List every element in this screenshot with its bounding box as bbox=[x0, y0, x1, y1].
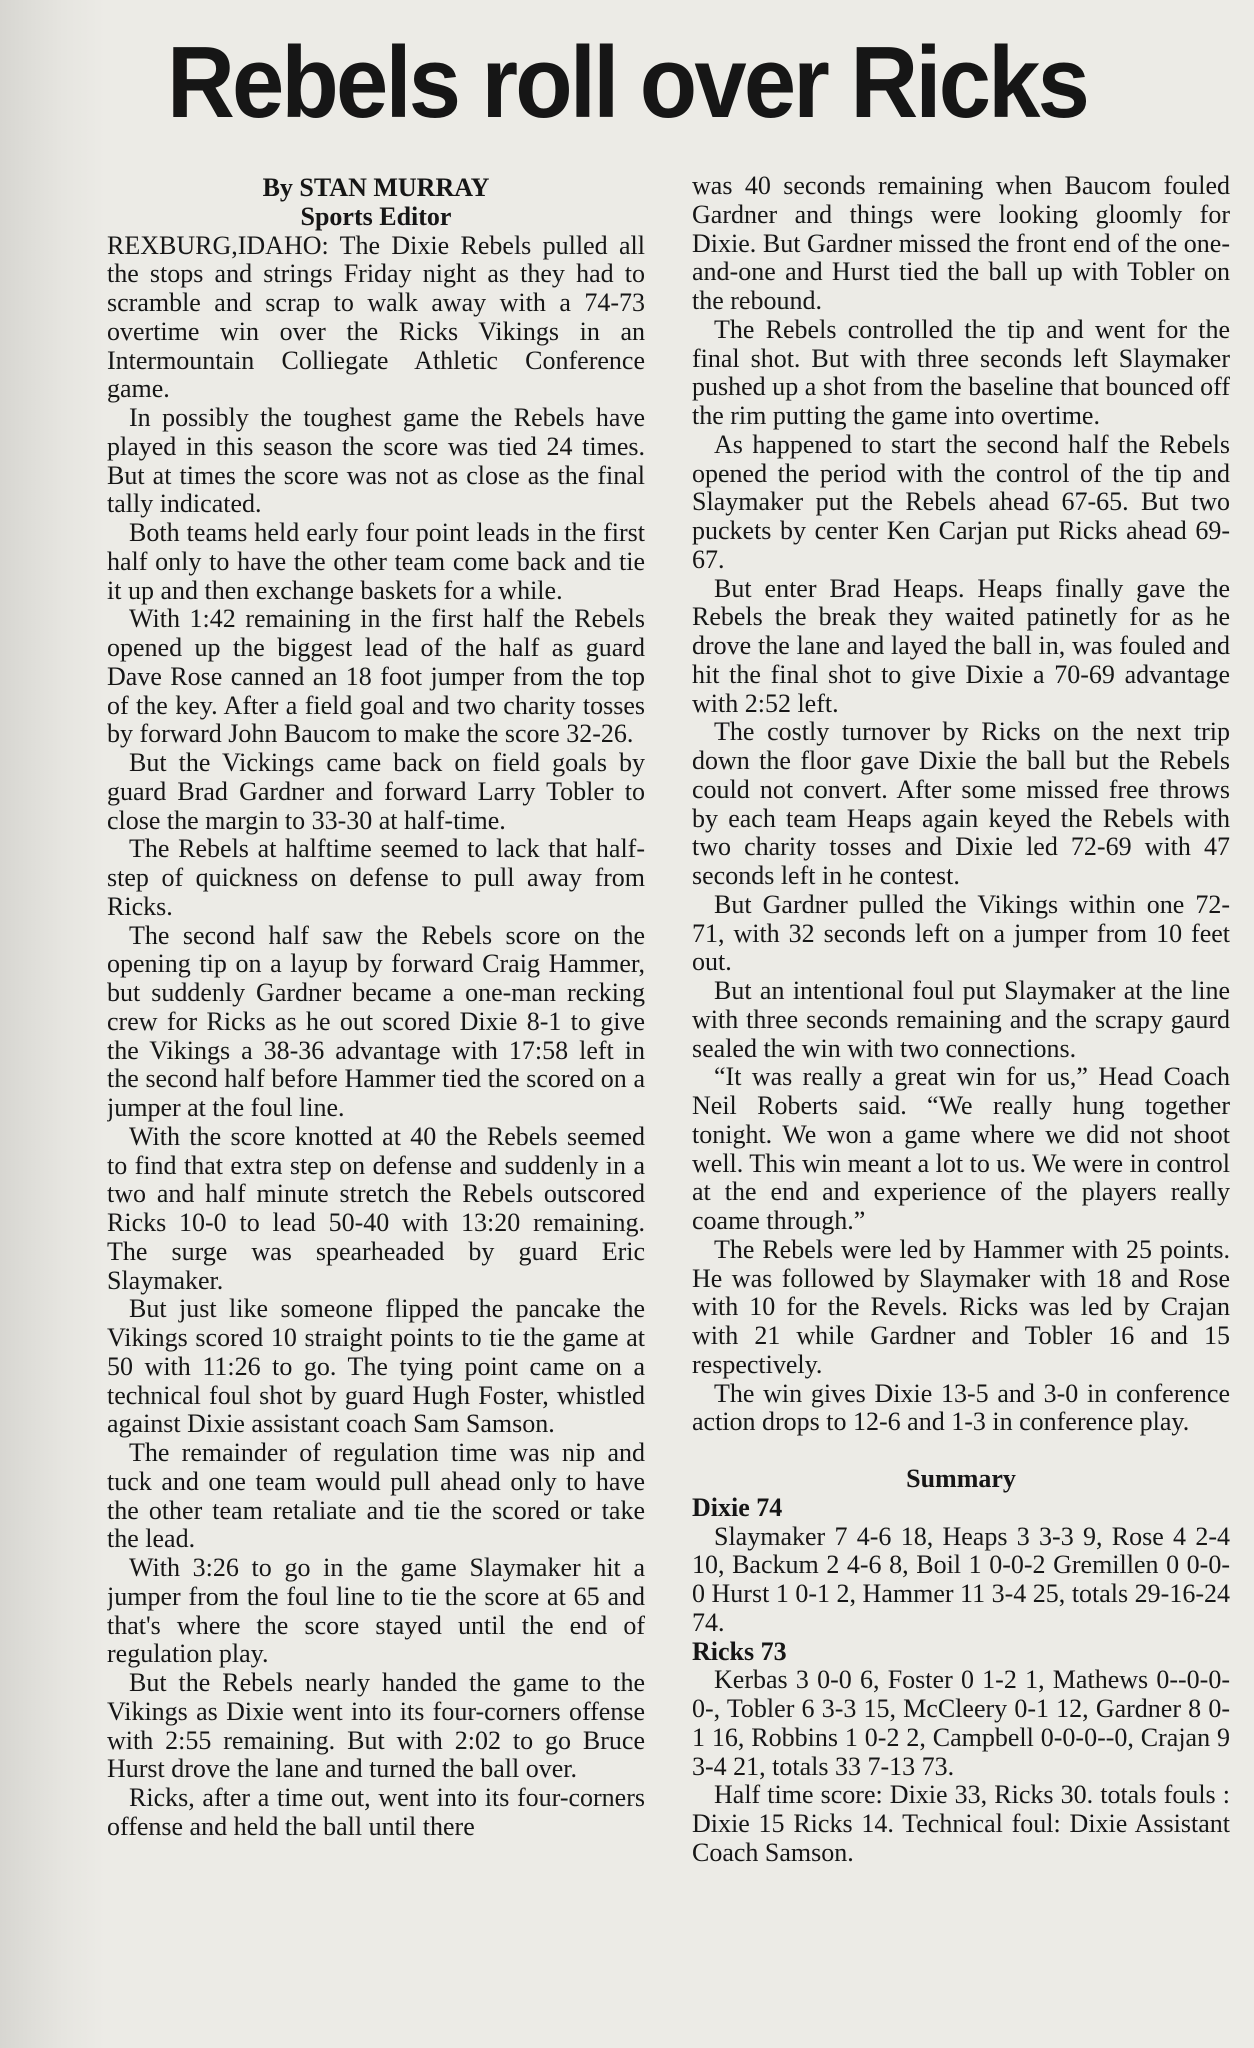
box-score-line-dixie: Slaymaker 7 4-6 18, Heaps 3 3-3 9, Rose 4 2-4 10, Backum 2 4-6 8, Boil 1 0-0-2 Gremillen 0 0-0-0 Hurst 1 0-1 2, Hammer 11 3-4 25, totals 29-16-24 74. bbox=[692, 1521, 1230, 1637]
paragraph: But Gardner pulled the Vikings within one 72-71, with 32 seconds left on a jumper from 10 feet out. bbox=[692, 889, 1230, 977]
paragraph: The win gives Dixie 13-5 and 3-0 in conference action drops to 12-6 and 1-3 in conference play. bbox=[692, 1378, 1230, 1437]
box-score-team-dixie: Dixie 74 bbox=[692, 1492, 783, 1522]
paragraph: The costly turnover by Ricks on the next trip down the floor gave Dixie the ball but the Rebels could not convert. After some missed free throws by each team Heaps again keyed the Rebels with two charity tosses and Dixie led 72-69 with 47 seconds left in he contest. bbox=[692, 717, 1230, 890]
article-column-right bbox=[692, 172, 1230, 2022]
paragraph: But just like someone flipped the pancake the Vikings scored 10 straight points to tie the game at 50 with 11:26 to go. The tying point came on a technical foul shot by guard Hugh Foster, whistled against Dixie assistant coach Sam Samson. bbox=[107, 1294, 645, 1439]
box-score-line-ricks: Kerbas 3 0-0 6, Foster 0 1-2 1, Mathews 0--0-0-0-, Tobler 6 3-3 15, McCleery 0-1 12, Gardner 8 0-1 16, Robbins 1 0-2 2, Campbell 0-0-0--0, Crajan 9 3-4 21, totals 33 7-13 73. bbox=[692, 1665, 1230, 1781]
headline: Rebels roll over Ricks bbox=[166, 27, 1088, 139]
paragraph: With the score knotted at 40 the Rebels seemed to find that extra step on defense and suddenly in a two and half minute stretch the Rebels outscored Ricks 10-0 to lead 50-40 with 13:20 remaining. The surge was spearheaded by guard Eric Slaymaker. bbox=[107, 1121, 645, 1295]
paragraph: But enter Brad Heaps. Heaps finally gave the Rebels the break they waited patinetly for as he drove the lane and layed the ball in, was fouled and hit the final shot to give Dixie a 70-69 advantage with 2:52 left. bbox=[692, 573, 1230, 718]
paragraph: The second half saw the Rebels score on the opening tip on a layup by forward Craig Hammer, but suddenly Gardner became a one-man recking crew for Ricks as he out scored Dixie 8-1 to give the Vikings a 38-36 advantage with 17:58 left in the second half before Hammer tied the scored on a jumper at the foul line. bbox=[107, 920, 645, 1122]
page-margin bbox=[0, 0, 105, 2048]
paragraph: With 3:26 to go in the game Slaymaker hit a jumper from the foul line to tie the score at 65 and that's where the score stayed until the end of regulation play. bbox=[107, 1553, 645, 1669]
paragraph: “It was really a great win for us,” Head Coach Neil Roberts said. “We really hung together tonight. We won a game where we did not shoot well. This win meant a lot to us. We were in control at the end and experience of the players really coame through.” bbox=[692, 1062, 1230, 1235]
byline-author: By STAN MURRAY bbox=[262, 173, 490, 202]
article-column-left bbox=[107, 172, 645, 2022]
paragraph: With 1:42 remaining in the first half the Rebels opened up the biggest lead of the half as guard Dave Rose canned an 18 foot jumper from the top of the key. After a field goal and two charity tosses by forward John Baucom to make the score 32-26. bbox=[107, 604, 645, 749]
paragraph: The Rebels controlled the tip and went for the final shot. But with three seconds left Slaymaker pushed up a shot from the baseline that bounced off the rim putting the game into overtime. bbox=[692, 314, 1230, 430]
paragraph: But an intentional foul put Slaymaker at the line with three seconds remaining and the scrapy gaurd sealed the win with two connections. bbox=[692, 976, 1230, 1063]
halftime-summary: Half time score: Dixie 33, Ricks 30. totals fouls : Dixie 15 Ricks 14. Technical foul: Dixie Assistant Coach Samson. bbox=[692, 1780, 1230, 1867]
summary-heading: Summary bbox=[906, 1464, 1016, 1493]
paragraph: But the Rebels nearly handed the game to the Vikings as Dixie went into its four-corners offense with 2:55 remaining. But with 2:02 to go Bruce Hurst drove the lane and turned the ball over. bbox=[107, 1668, 645, 1784]
paragraph: The Rebels were led by Hammer with 25 points. He was followed by Slaymaker with 18 and Rose with 10 for the Revels. Ricks was led by Crajan with 21 while Gardner and Tobler 16 and 15 respectively. bbox=[692, 1234, 1230, 1379]
byline-title: Sports Editor bbox=[300, 201, 452, 231]
paragraph: But the Vickings came back on field goals by guard Brad Gardner and forward Larry Tobler to close the margin to 33-30 at half-time. bbox=[107, 748, 645, 835]
paragraph: The remainder of regulation time was nip and tuck and one team would pull ahead only to have the other team retaliate and tie the scored or take the lead. bbox=[107, 1438, 645, 1554]
paragraph: Both teams held early four point leads in the first half only to have the other team come back and tie it up and then exchange baskets for a while. bbox=[107, 518, 645, 605]
paragraph: REXBURG,IDAHO: The Dixie Rebels pulled all the stops and strings Friday night as they had to scramble and scrap to walk away with a 74-73 overtime win over the Ricks Vikings in an Intermountain Colliegate Athletic Conference game. bbox=[107, 230, 645, 404]
box-score-team-ricks: Ricks 73 bbox=[692, 1636, 787, 1666]
paragraph: was 40 seconds remaining when Baucom fouled Gardner and things were looking gloomly for Dixie. But Gardner missed the front end of the one-and-one and Hurst tied the ball up with Tobler on the rebound. bbox=[692, 172, 1230, 315]
paragraph: In possibly the toughest game the Rebels have played in this season the score was tied 24 times. But at times the score was not as close as the final tally indicated. bbox=[107, 403, 645, 519]
paragraph: Ricks, after a time out, went into its four-corners offense and held the ball until there bbox=[107, 1783, 645, 1841]
paragraph: The Rebels at halftime seemed to lack that half-step of quickness on defense to pull away from Ricks. bbox=[107, 834, 645, 921]
paragraph: As happened to start the second half the Rebels opened the period with the control of the tip and Slaymaker put the Rebels ahead 67-65. But two puckets by center Ken Carjan put Ricks ahead 69-67. bbox=[692, 429, 1230, 574]
